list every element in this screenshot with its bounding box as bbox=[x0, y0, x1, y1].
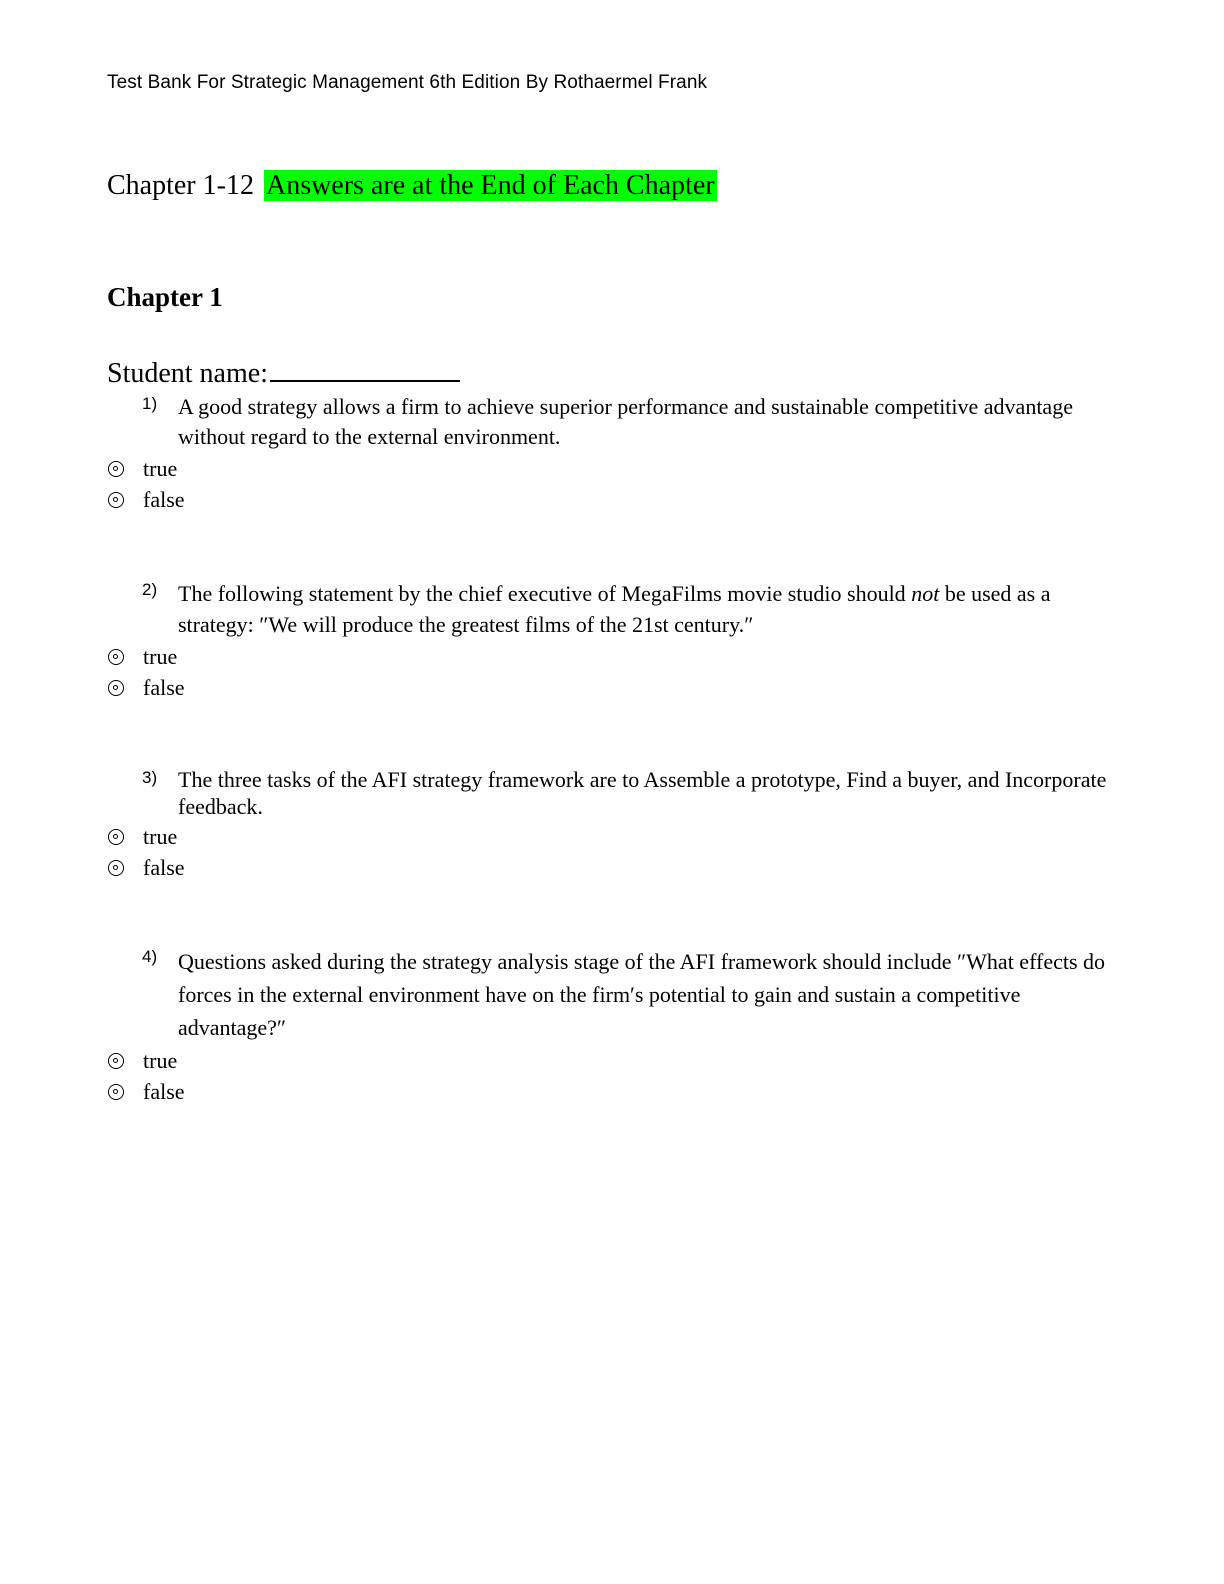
question-text: The three tasks of the AFI strategy framework are to Assemble a prototype, Find a buyer, and Incorporate feedback. bbox=[178, 767, 1107, 819]
radio-button-icon[interactable] bbox=[108, 461, 124, 477]
question-text bbox=[178, 578, 1107, 640]
question-1-row bbox=[107, 392, 1107, 452]
option-label: false bbox=[143, 855, 185, 880]
question-text-part-1: The following statement by the chief executive of MegaFilms movie studio should bbox=[178, 581, 912, 606]
option-label: true bbox=[143, 456, 178, 481]
question-number: 1) bbox=[142, 394, 158, 413]
question-1 bbox=[107, 392, 1107, 514]
question-number: 2) bbox=[142, 580, 158, 599]
answers-highlight-note: Answers are at the End of Each Chapter bbox=[265, 170, 715, 201]
radio-button-icon[interactable] bbox=[108, 860, 124, 876]
question-text-emphasis: not bbox=[911, 581, 940, 606]
question-4 bbox=[107, 945, 1107, 1106]
option-label: true bbox=[143, 824, 178, 849]
question-2 bbox=[107, 578, 1107, 702]
question-text-part-2: be used as a strategy: ″We will produce the greatest films of the 21st century.″ bbox=[178, 581, 1051, 637]
option-true[interactable] bbox=[107, 456, 1107, 483]
option-false[interactable] bbox=[107, 675, 1107, 702]
radio-button-icon[interactable] bbox=[108, 1084, 124, 1100]
student-name-line bbox=[107, 354, 460, 390]
option-false[interactable] bbox=[107, 855, 1107, 882]
question-text: Questions asked during the strategy analysis stage of the AFI framework should include ″What effects do forces in the external environment have on the firm′s potential to gain and sustain a competitive advantage?″ bbox=[178, 949, 1106, 1040]
student-name-blank[interactable] bbox=[270, 354, 460, 382]
question-3-row bbox=[107, 766, 1107, 820]
option-false[interactable] bbox=[107, 487, 1107, 514]
page-header-title: Test Bank For Strategic Management 6th Edition By Rothaermel Frank bbox=[107, 72, 708, 93]
option-label: false bbox=[143, 487, 185, 512]
question-3 bbox=[107, 766, 1107, 882]
question-number: 4) bbox=[142, 947, 158, 966]
radio-button-icon[interactable] bbox=[108, 492, 124, 508]
question-4-row bbox=[107, 945, 1107, 1044]
question-number: 3) bbox=[142, 768, 158, 787]
question-text: A good strategy allows a firm to achieve superior performance and sustainable competitive advantage without regard to the external environment. bbox=[178, 394, 1073, 449]
student-name-label: Student name: bbox=[107, 358, 268, 389]
radio-button-icon[interactable] bbox=[108, 829, 124, 845]
option-label: true bbox=[143, 644, 178, 669]
radio-button-icon[interactable] bbox=[108, 649, 124, 665]
chapter-title: Chapter 1 bbox=[107, 282, 223, 312]
option-true[interactable] bbox=[107, 644, 1107, 671]
option-true[interactable] bbox=[107, 1048, 1107, 1075]
option-label: false bbox=[143, 675, 185, 700]
radio-button-icon[interactable] bbox=[108, 680, 124, 696]
option-true[interactable] bbox=[107, 824, 1107, 851]
option-label: false bbox=[143, 1079, 185, 1104]
chapter-range-label: Chapter 1-12 bbox=[107, 170, 254, 201]
radio-button-icon[interactable] bbox=[108, 1053, 124, 1069]
option-label: true bbox=[143, 1048, 178, 1073]
option-false[interactable] bbox=[107, 1079, 1107, 1106]
chapter-range-line bbox=[107, 170, 717, 202]
question-2-row bbox=[107, 578, 1107, 640]
